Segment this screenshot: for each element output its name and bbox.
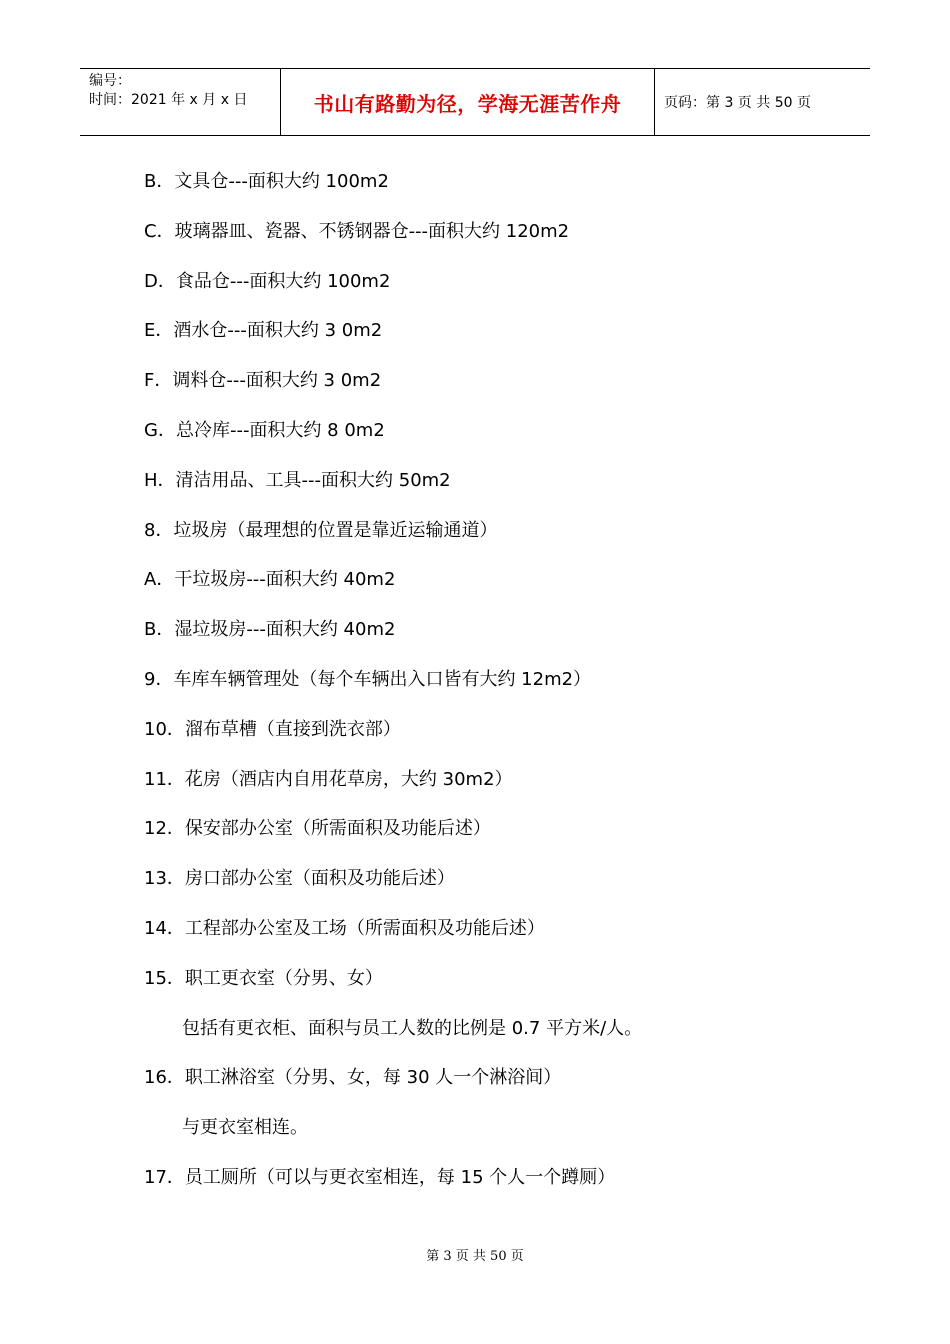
- header-motto-cell: [281, 69, 655, 135]
- header-meta-cell: [80, 69, 281, 135]
- list-item: 8．垃圾房（最理想的位置是靠近运输通道）: [144, 519, 498, 541]
- list-item: 9．车库车辆管理处（每个车辆出入口皆有大约 12m2）: [144, 668, 592, 690]
- list-item-detail: 包括有更衣柜、面积与员工人数的比例是 0.7 平方米/人。: [182, 1017, 643, 1039]
- list-item: G．总冷库---面积大约 8 0m2: [144, 419, 385, 441]
- list-item: C．玻璃器皿、瓷器、不锈钢器仓---面积大约 120m2: [144, 220, 570, 242]
- list-item: 16．职工淋浴室（分男、女，每 30 人一个淋浴间）: [144, 1067, 562, 1089]
- page-footer: 第 3 页 共 50 页: [426, 1249, 524, 1264]
- motto: 书山有路勤为径，学海无涯苦作舟: [313, 91, 622, 116]
- number-label: 编号：: [89, 73, 131, 89]
- list-item: 12．保安部办公室（所需面积及功能后述）: [144, 818, 491, 840]
- list-item: 14．工程部办公室及工场（所需面积及功能后述）: [144, 917, 545, 939]
- list-item: D．食品仓---面积大约 100m2: [144, 270, 391, 292]
- list-item: B．湿垃圾房---面积大约 40m2: [144, 619, 396, 641]
- time-label: 时间：2021 年 x 月 x 日: [89, 92, 248, 108]
- document-body: [144, 166, 844, 1212]
- list-item: 13．房口部办公室（面积及功能后述）: [144, 868, 455, 890]
- list-item: 11．花房（酒店内自用花草房，大约 30m2）: [144, 768, 513, 790]
- header-page-cell: [655, 69, 870, 135]
- list-item: B．文具仓---面积大约 100m2: [144, 171, 389, 192]
- list-item: F．调料仓---面积大约 3 0m2: [144, 370, 382, 392]
- list-item: H．清洁用品、工具---面积大约 50m2: [144, 469, 451, 491]
- list-item-detail: 与更衣室相连。: [182, 1117, 308, 1139]
- list-item: 15．职工更衣室（分男、女）: [144, 967, 383, 989]
- list-item: 10．溜布草槽（直接到洗衣部）: [144, 718, 401, 740]
- list-item: E．酒水仓---面积大约 3 0m2: [144, 320, 383, 342]
- list-item: 17．员工厕所（可以与更衣室相连，每 15 个人一个蹲厕）: [144, 1166, 616, 1188]
- list-item: A．干垃圾房---面积大约 40m2: [144, 569, 396, 591]
- page-header: [80, 68, 870, 136]
- page-info: 页码：第 3 页 共 50 页: [664, 95, 811, 111]
